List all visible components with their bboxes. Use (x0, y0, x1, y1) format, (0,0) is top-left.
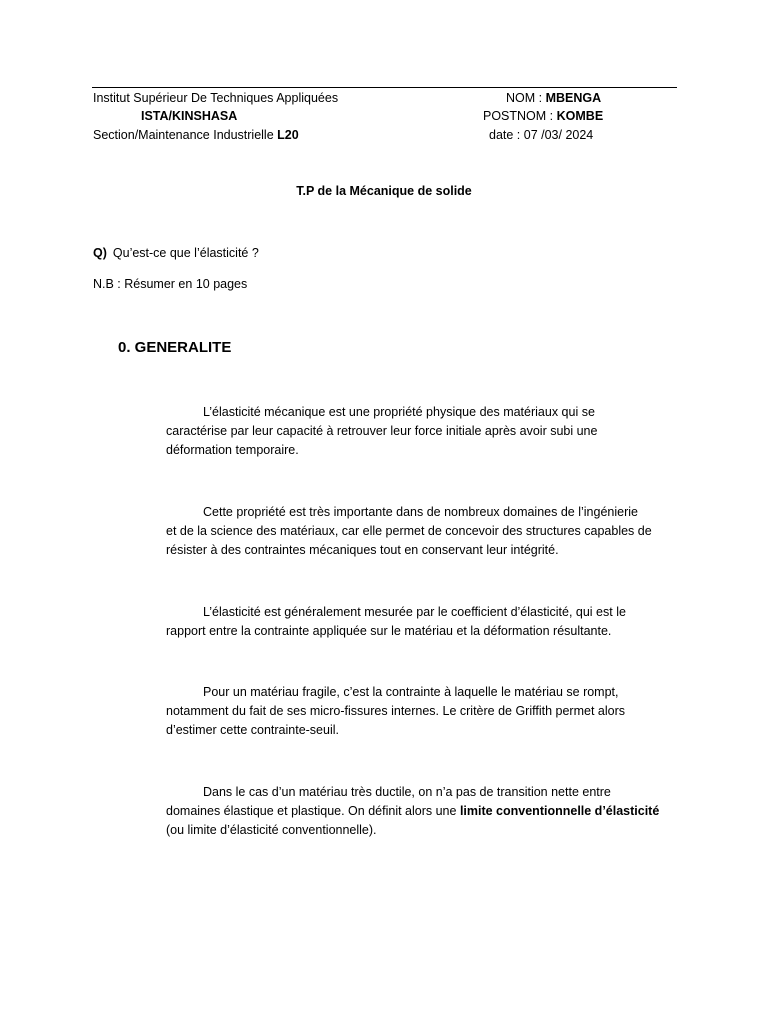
paragraph-line: Cette propriété est très importante dans de nombreux domaines de l’ingénierie (203, 505, 638, 519)
paragraph (166, 783, 678, 841)
section-level: L20 (277, 128, 299, 142)
paragraph (166, 683, 678, 741)
paragraph-line (166, 802, 678, 821)
question-text: Qu’est-ce que l’élasticité ? (112, 246, 259, 260)
paragraph-line-text: domaines élastique et plastique. On définit alors une (166, 804, 460, 819)
paragraph (166, 403, 678, 461)
paragraph-line: notamment du fait de ses micro-fissures internes. Le critère de Griffith permet alors (166, 704, 625, 719)
paragraph (166, 603, 678, 641)
section-heading: 0. GENERALITE (118, 339, 232, 356)
paragraph-line: résister à des contraintes mécaniques tout en conservant leur intégrité. (166, 543, 559, 558)
question (93, 245, 259, 261)
document-title: T.P de la Mécanique de solide (296, 184, 472, 198)
paragraph-line: Pour un matériau fragile, c’est la contrainte à laquelle le matériau se rompt, (203, 685, 619, 699)
paragraph-line: L’élasticité mécanique est une propriété physique des matériaux qui se (203, 405, 595, 419)
institute-city: ISTA/KINSHASA (141, 109, 238, 123)
note: N.B : Résumer en 10 pages (93, 277, 248, 291)
header-rule (92, 87, 677, 88)
nom-value: MBENGA (545, 91, 602, 105)
paragraph-line: (ou limite d’élasticité conventionnelle). (166, 823, 377, 838)
section-line (93, 127, 299, 143)
date-line: date : 07 /03/ 2024 (489, 128, 594, 142)
institute-name: Institut Supérieur De Techniques Appliquées (93, 91, 339, 105)
bold-term: limite conventionnelle d’élasticité (459, 804, 660, 819)
paragraph (166, 503, 678, 561)
section-text: Section/Maintenance Industrielle (93, 128, 278, 142)
paragraph-line: et de la science des matériaux, car elle permet de concevoir des structures capables de (166, 524, 652, 539)
paragraph-line: caractérise par leur capacité à retrouver leur force initiale après avoir subi une (166, 424, 598, 439)
paragraph-line: L’élasticité est généralement mesurée par le coefficient d’élasticité, qui est le (203, 605, 626, 619)
postnom-label: POSTNOM : (483, 109, 557, 123)
postnom-value: KOMBE (556, 109, 604, 123)
paragraph-line: Dans le cas d’un matériau très ductile, on n’a pas de transition nette entre (203, 785, 611, 799)
question-label: Q) (93, 246, 107, 260)
paragraph-line: rapport entre la contrainte appliquée sur le matériau et la déformation résultante. (166, 624, 612, 639)
paragraph-line: d’estimer cette contrainte-seuil. (166, 723, 339, 738)
nom-label: NOM : (506, 91, 546, 105)
nom-line (506, 90, 601, 106)
paragraph-line: déformation temporaire. (166, 443, 299, 458)
postnom-line (483, 108, 603, 124)
